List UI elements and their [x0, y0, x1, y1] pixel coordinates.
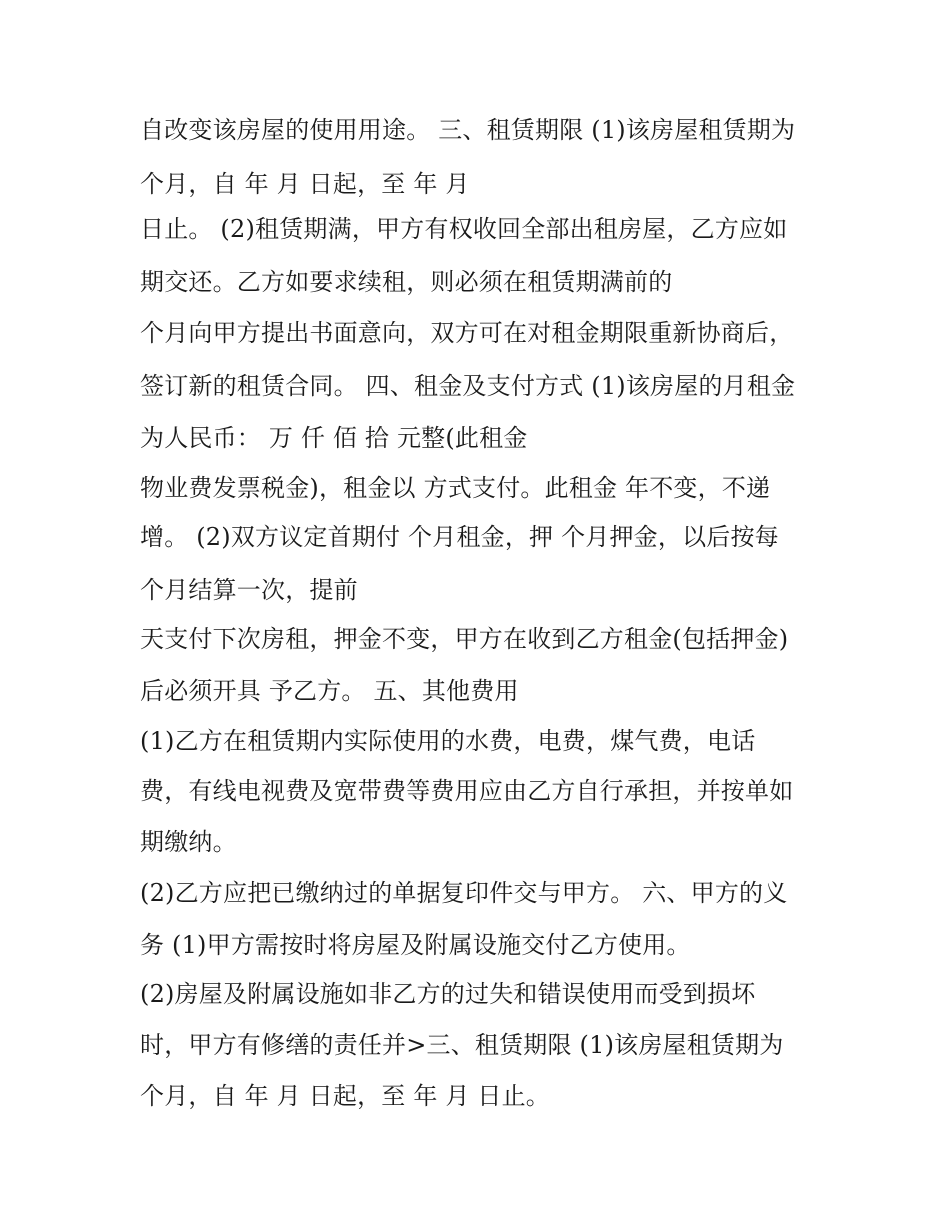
text-line: 天支付下次房租，押金不变，甲方在收到乙方租金(包括押金) — [140, 625, 789, 653]
text-line: 期缴纳。 — [140, 828, 237, 856]
text-line: 物业费发票税金)，租金以 方式支付。此租金 年不变，不递 — [140, 474, 771, 502]
text-line: 增。 (2)双方议定首期付 个月租金，押 个月押金，以后按每 — [140, 523, 779, 551]
text-line: 日止。 (2)租赁期满，甲方有权收回全部出租房屋，乙方应如 — [140, 215, 788, 243]
text-line: 签订新的租赁合同。 四、租金及支付方式 (1)该房屋的月租金 — [140, 372, 796, 400]
text-line: 务 (1)甲方需按时将房屋及附属设施交付乙方使用。 — [140, 931, 691, 959]
text-line: 个月，自 年 月 日起，至 年 月 日止。 — [140, 1082, 550, 1110]
text-line: (2)房屋及附属设施如非乙方的过失和错误使用而受到损坏 — [140, 980, 756, 1008]
text-line: 费，有线电视费及宽带费等费用应由乙方自行承担，并按单如 — [140, 777, 794, 805]
text-line: 个月向甲方提出书面意向，双方可在对租金期限重新协商后， — [140, 319, 794, 347]
text-line: 为人民币： 万 仟 佰 拾 元整(此租金 — [140, 424, 528, 452]
text-line: (1)乙方在租赁期内实际使用的水费，电费，煤气费，电话 — [140, 727, 756, 755]
text-line: 后必须开具 予乙方。 五、其他费用 — [140, 677, 519, 705]
text-line: 自改变该房屋的使用用途。 三、租赁期限 (1)该房屋租赁期为 — [140, 116, 796, 144]
text-line: 期交还。乙方如要求续租，则必须在租赁期满前的 — [140, 268, 673, 296]
text-line: 个月结算一次，提前 — [140, 576, 358, 604]
text-line: (2)乙方应把已缴纳过的单据复印件交与甲方。 六、甲方的义 — [140, 879, 788, 907]
text-line: 时，甲方有修缮的责任并>三、租赁期限 (1)该房屋租赁期为 — [140, 1031, 784, 1059]
text-line: 个月，自 年 月 日起，至 年 月 — [140, 170, 470, 198]
